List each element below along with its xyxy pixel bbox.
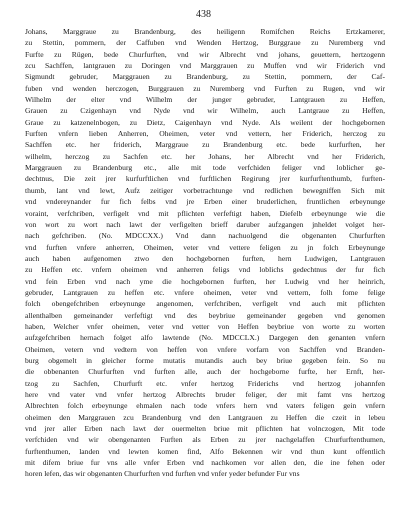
text-line: tzog zu Sachfen, Churfurft etc. vnfer hertzog Friderichs vnd hertzog johannfen	[25, 378, 385, 388]
text-line: dechtnus, Die zeit jrer kurfurftlichen vnd furftlichen Regirung jrer kurfurftenthumb, furften-	[25, 174, 385, 184]
text-line: mit difem briue fur vns alle vnfer Erben vnd nachkomen vor allen den, die ine fehen oder	[25, 458, 385, 468]
text-line: verfchiden vnd wir obengenanten Furften als Erben zu jrer nachgelaffen Churfurftenthumen,	[25, 435, 385, 445]
text-line: haben, Welcher vnfer oheimen, veter vnd vetter von Heffen beybriue von worte zu worten	[25, 321, 385, 331]
text-line: wilhelm, herczog zu Sachfen etc. her Johans, her Albrecht vnd her Friderich,	[25, 151, 385, 161]
text-line: Grauen zu Czigenhayn vnd Nyde vnd wir Wilhelm, auch Lantgraue zu Heffen,	[25, 106, 385, 116]
text-line: Johans, Marggraue zu Brandenburg, des heiligenn Romifchen Reichs Ertzkamerer,	[25, 27, 385, 36]
text-line: zu Stettin, pommern, der Caffuben vnd Wenden Hertzog, Burggraue zu Nuremberg vnd	[25, 38, 385, 48]
text-line: aufzgefchriben hernach folget alfo lawtende (No. MDCCLX.) Dargegen den genanten vnfern	[25, 333, 385, 343]
text-line: zu Heffen etc. vnfern oheimen vnd anherren feligs vnd loblichs gedechtnus der fur fich	[25, 265, 385, 275]
text-line: vnd vndereynander fur fich felbs vnd jre Erben einer bruderlichen, fruntlichen erbeynunge	[25, 197, 385, 207]
text-line: burg obgemelt in gleicher forme mutatis mutandis auch bey briue gegeben fein. So nu	[25, 355, 385, 365]
text-line: auch haben aufgenomen ztwo den hochgebornen furften, hern Ludwigen, Lantgrauen	[25, 253, 385, 263]
text-line: Furften vnfern lieben Anherren, Oheimen, veter vnd vettern, her Friderich, herczog zu	[25, 129, 385, 139]
text-line: gebruder, Lantgrauen zu heffen etc. vnfere oheimen, veter vnd vettern, folh fome felige	[25, 287, 385, 297]
text-line: voraint, verfchriben, verfigelt vnd mit pflichten verfeftigt haben, Diefelb erbeynunge wie die	[25, 208, 385, 218]
text-line: fuben vnd wenden herczogen, Burggrauen zu Nuremberg vnd Furften zu Rugen, vnd wir	[25, 83, 385, 93]
text-line: Sachffen etc. her friderich, Marggraue zu Brandenburg etc. bede kurfurften, her	[25, 140, 385, 150]
text-line: here vnd vater vnd vnfer hertzog Albrechts bruder feliger, der mit famt vns hertzog	[25, 390, 385, 399]
text-line: furftenthumen, landen vnd lewten komen find, Alfo Bekennen wir vnd thun kunt offentlich	[25, 446, 385, 456]
text-line: Furfte zu Rügen, bede Churfurften, vnd wir Albrecht vnd johans, geuettern, hertzogenn	[25, 49, 385, 59]
text-line: oheimen den Marggrauen zcu Brandenburg vnd den Lantgrauen zu Heffen die czeit in lebeu	[25, 412, 385, 422]
text-line: nach gefchriben. (No. MDCCXX.) Vnd dann nachuolgend die obgenanten Churfurften	[25, 231, 385, 241]
body-text	[25, 26, 385, 480]
page-number: 438	[196, 9, 211, 20]
text-line: vnd jrer aller Erben nach lawt der ouermelten briue mit pflichten hat volnczogen, Mit tode	[25, 424, 385, 434]
text-line: Graue zu katzenelnbogen, zu Dietz, Caigenhayn vnd Nyde. Als weilent der hochgebornen	[25, 117, 385, 127]
text-line: horen lefen, das wir obgenanten Churfurften vnd furften vnd vnfer yeder befunder Fur vns	[25, 469, 300, 479]
text-line: thumb, lant vnd lewt, Aufz zeitiger vorbetrachtunge vnd redlichen bewegniffen Sich mit	[25, 185, 385, 195]
text-line: Sigmundt gebruder, Marggrauen zu Brandenburg, zu Stettin, pommern, der Caf-	[25, 72, 385, 82]
text-line: allenthalben gemeinander verfeftigt vnd des beybriue gemeinander gegeben vnd genomen	[25, 310, 385, 320]
text-line: Wilhelm der elter vnd Wilhelm der junger gebruder, Lantgrauen zu Heffen,	[25, 95, 385, 105]
text-line: zcu Sachffen, lantgrauen zu Doringen vnd Marggrauen zu Muffen vnd wir Friderich vnd	[25, 61, 385, 71]
text-line: Albrechten folch erbeynunge ehmalen nach tode vnfers hern vnd vaters feligen gein vnfern	[25, 401, 385, 411]
text-line: Oheimen, vetern vnd vedtern von heffen von vnfere vorfarn von Sachffen vnd Branden-	[25, 344, 385, 354]
text-line: Marggrauen zu Brandenburg etc., alle mit tode verfchiden feliger vnd loblicher ge-	[25, 163, 385, 173]
text-line: vnd furften vnfere anherren, Oheimen, veter vnd vettere feligen zu jn folch Erbeynunge	[25, 242, 385, 252]
text-line: vnd fein Erben vnd nach yme die hochgebornen furften, her Ludwig vnd her heinrich,	[25, 276, 385, 286]
text-line: folch obengefchriben erbeynunge angenomen, verfchriben, verfigelt vnd auch mit pflichten	[25, 299, 385, 309]
text-line: von wort zu wort nach lawt der verfigelten brieff daruber aufzgangen jnheldet volget her-	[25, 219, 385, 229]
text-line: die obbenanten Churfurften vnd furften alle, auch der hochgeborne furfte, her Ernft, her-	[25, 367, 385, 377]
